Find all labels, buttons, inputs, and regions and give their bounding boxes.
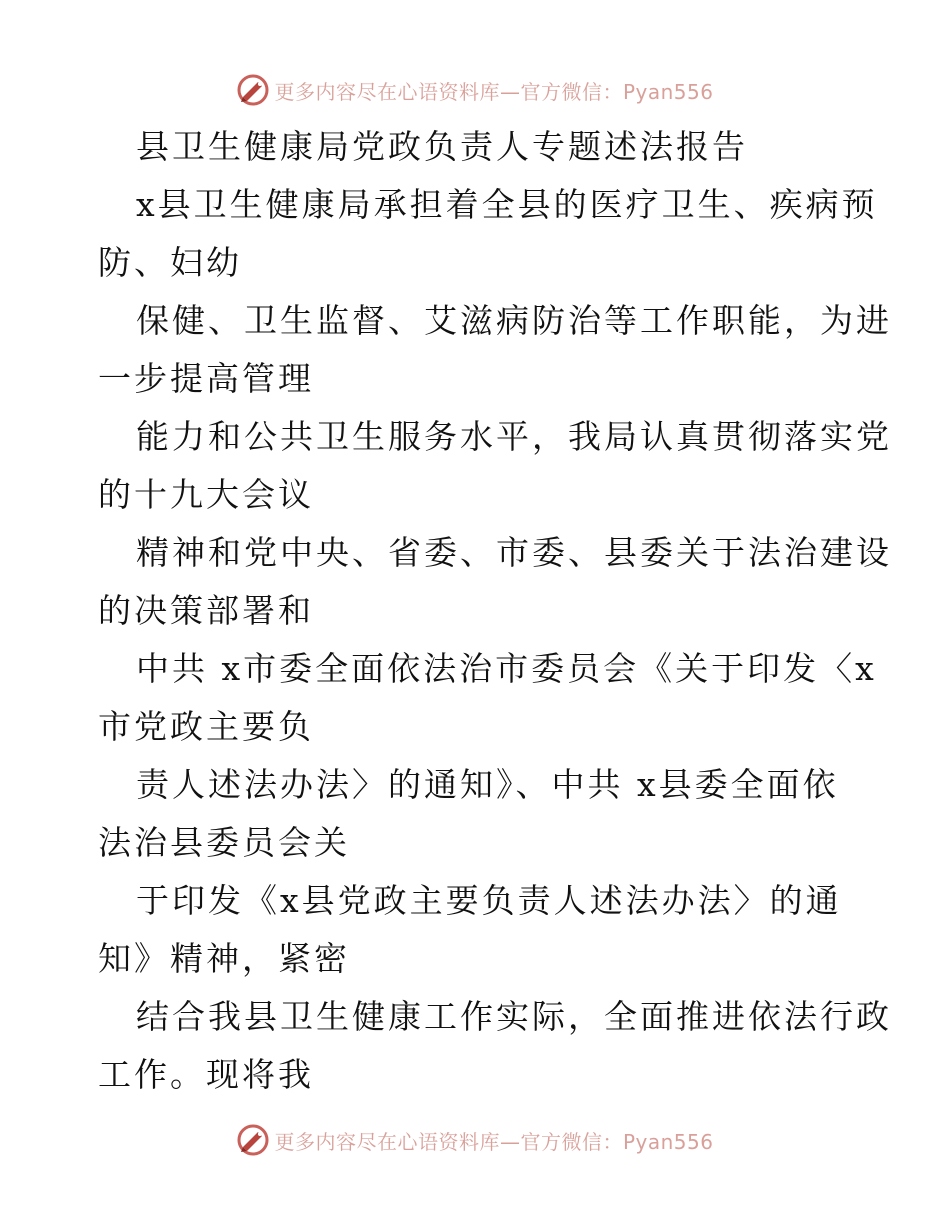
text-line: 防、妇幼 (98, 243, 242, 282)
footer-watermark-banner (0, 1120, 950, 1160)
text-line: 的十九大会议 (98, 475, 314, 514)
text-line: 保健、卫生监督、艾滋病防治等工作职能，为进 (136, 301, 892, 340)
text-line: 能力和公共卫生服务水平，我局认真贯彻落实党 (136, 417, 892, 456)
text-line: 结合我县卫生健康工作实际，全面推进依法行政 (136, 997, 892, 1036)
text-line: 市党政主要负 (98, 707, 314, 746)
text-line: 知》精神，紧密 (98, 939, 350, 978)
document-title: 县卫生健康局党政负责人专题述法报告 (136, 127, 748, 166)
text-line: 工作。现将我 (98, 1055, 314, 1094)
text-line: 法治县委员会关 (98, 823, 350, 862)
pen-logo-icon (236, 1123, 270, 1157)
text-line: 的决策部署和 (98, 591, 314, 630)
text-line: 于印发《x县党政主要负责人述法办法〉的通 (136, 881, 842, 920)
text-line: 精神和党中央、省委、市委、县委关于法治建设 (136, 533, 892, 572)
banner-text: 更多内容尽在心语资料库—官方微信：Pyan556 (274, 79, 714, 104)
text-line: 一步提高管理 (98, 359, 314, 398)
header-watermark-banner (0, 70, 950, 110)
text-line: 责人述法办法〉的通知》、中共 x县委全面依 (136, 765, 839, 804)
text-line: x县卫生健康局承担着全县的医疗卫生、疾病预 (136, 185, 878, 224)
document-body (98, 118, 892, 1104)
banner-text: 更多内容尽在心语资料库—官方微信：Pyan556 (274, 1129, 714, 1154)
text-line: 中共 x市委全面依法治市委员会《关于印发〈x (136, 649, 877, 688)
pen-logo-icon (236, 73, 270, 107)
